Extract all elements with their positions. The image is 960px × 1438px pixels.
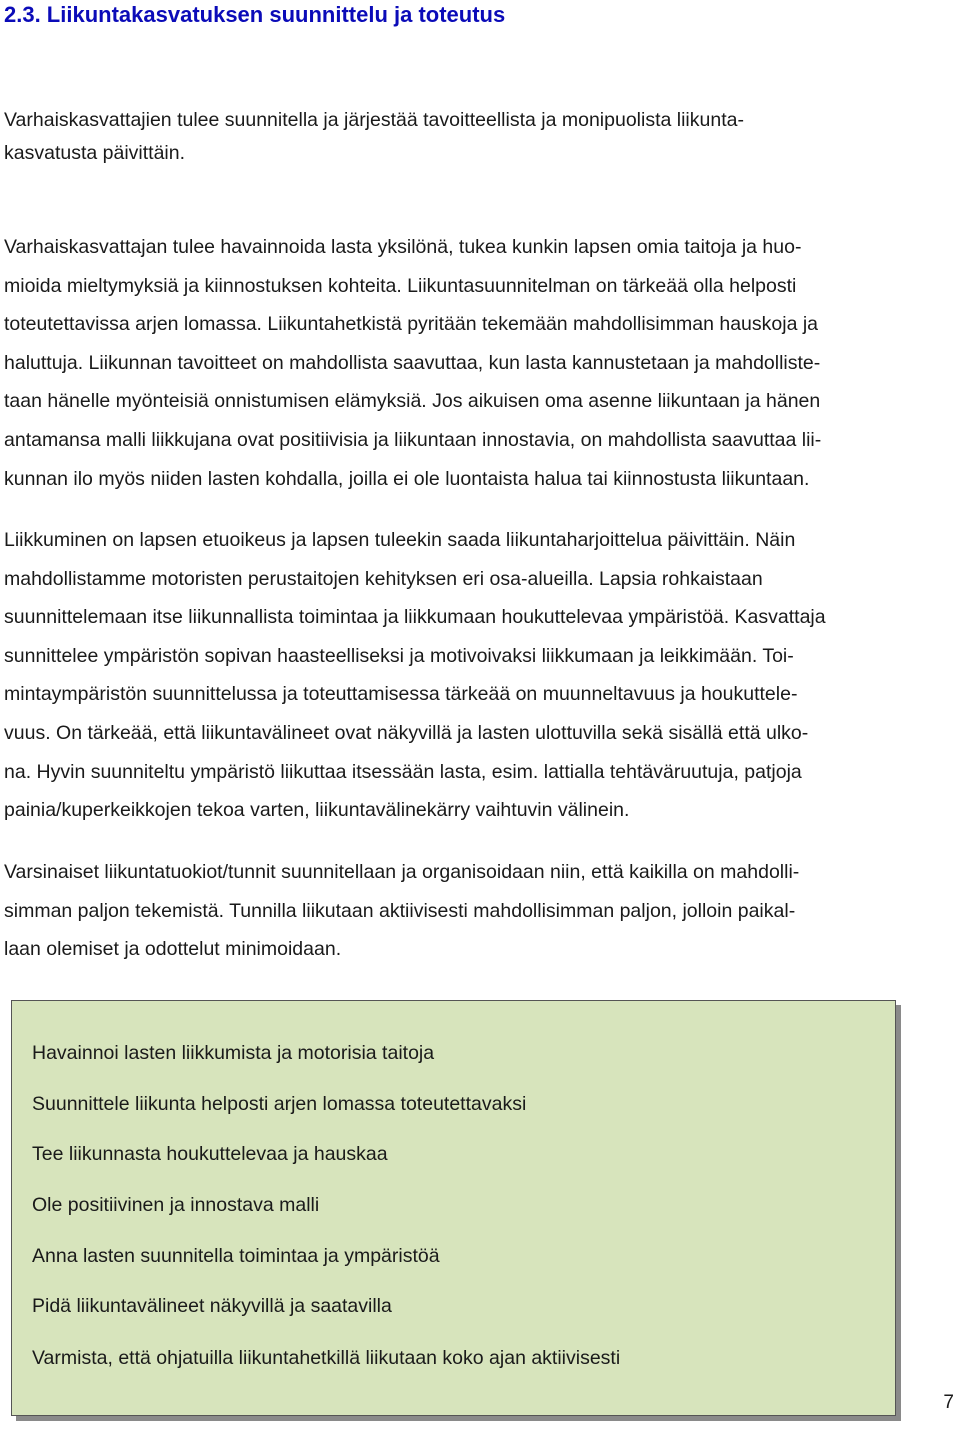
text-line: kunnan ilo myös niiden lasten kohdalla, joilla ei ole luontaista halua tai kiinnostusta liikuntaan.	[4, 467, 810, 490]
text-line: mioida mieltymyksiä ja kiinnostuksen kohteita. Liikuntasuunnitelman on tärkeää olla helposti	[4, 274, 797, 297]
text-line: Liikkuminen on lapsen etuoikeus ja lapsen tuleekin saada liikuntaharjoittelua päivittäin. Näin	[4, 529, 796, 551]
text-line: painia/kuperkeikkojen tekoa varten, liikuntavälinekärry vaihtuvin välinein.	[4, 799, 630, 822]
text-line: simman paljon tekemistä. Tunnilla liikutaan aktiivisesti mahdollisimman paljon, jolloin paikal-	[4, 899, 796, 922]
text-line: toteutettavissa arjen lomassa. Liikuntahetkistä pyritään tekemään mahdollisimman hauskoja ja	[4, 313, 819, 336]
text-line: Varsinaiset liikuntatuokiot/tunnit suunnitellaan ja organisoidaan niin, että kaikilla on mahdolli-	[4, 861, 800, 883]
page-number: 7	[943, 1392, 954, 1413]
paragraph-observation	[4, 228, 960, 498]
text-line: mahdollistamme motoristen perustaitojen kehityksen eri osa-alueilla. Lapsia rohkaistaan	[4, 567, 763, 590]
text-line: taan hänelle myönteisiä onnistumisen elämyksiä. Jos aikuisen oma asenne liikuntaan ja hänen	[4, 390, 821, 413]
section-heading: 2.3. Liikuntakasvatuksen suunnittelu ja toteutus	[4, 2, 506, 27]
text-line: vuus. On tärkeää, että liikuntavälineet ovat näkyvillä ja lasten ulottuvilla sekä sisällä että ulko-	[4, 721, 809, 744]
summary-box	[11, 1000, 896, 1416]
text-line: haluttuja. Liikunnan tavoitteet on mahdollista saavuttaa, kun lasta kannustetaan ja mahdolliste-	[4, 351, 821, 374]
summary-item: Ole positiivinen ja innostava malli	[32, 1194, 320, 1216]
text-line: antamansa malli liikkujana ovat positiivisia ja liikuntaan innostavia, on mahdollista saavuttaa lii-	[4, 428, 822, 451]
paragraph-environment	[4, 521, 960, 830]
text-line: mintaympäristön suunnittelussa ja toteuttamisessa tärkeää on muunneltavuus ja houkuttele-	[4, 683, 798, 706]
paragraph-sessions	[4, 853, 960, 969]
text-line: Varhaiskasvattajan tulee havainnoida lasta yksilönä, tukea kunkin lapsen omia taitoja ja huo-	[4, 236, 802, 258]
text-line: laan olemiset ja odottelut minimoidaan.	[4, 938, 342, 961]
text-line: kasvatusta päivittäin.	[4, 142, 186, 164]
text-line: Varhaiskasvattajien tulee suunnitella ja järjestää tavoitteellista ja monipuolista liikunta-	[4, 109, 744, 131]
summary-item: Pidä liikuntavälineet näkyvillä ja saatavilla	[32, 1295, 392, 1317]
summary-item: Havainnoi lasten liikkumista ja motorisia taitoja	[32, 1042, 435, 1064]
text-line: suunnittelemaan itse liikunnallista toimintaa ja liikkumaan houkuttelevaa ympäristöä. Kasvattaja	[4, 606, 826, 629]
summary-item: Tee liikunnasta houkuttelevaa ja hauskaa	[32, 1143, 388, 1165]
paragraph-intro	[4, 104, 960, 170]
summary-item: Suunnittele liikunta helposti arjen lomassa toteutettavaksi	[32, 1093, 527, 1115]
text-line: na. Hyvin suunniteltu ympäristö liikuttaa itsessään lasta, esim. lattialla tehtäväruutuja, patjoja	[4, 760, 802, 783]
summary-item: Anna lasten suunnitella toimintaa ja ympäristöä	[32, 1245, 440, 1267]
summary-item: Varmista, että ohjatuilla liikuntahetkillä liikutaan koko ajan aktiivisesti	[32, 1347, 621, 1369]
text-line: sunnittelee ympäristön sopivan haasteelliseksi ja motivoivaksi liikkumaan ja leikkimään. Toi-	[4, 644, 794, 667]
